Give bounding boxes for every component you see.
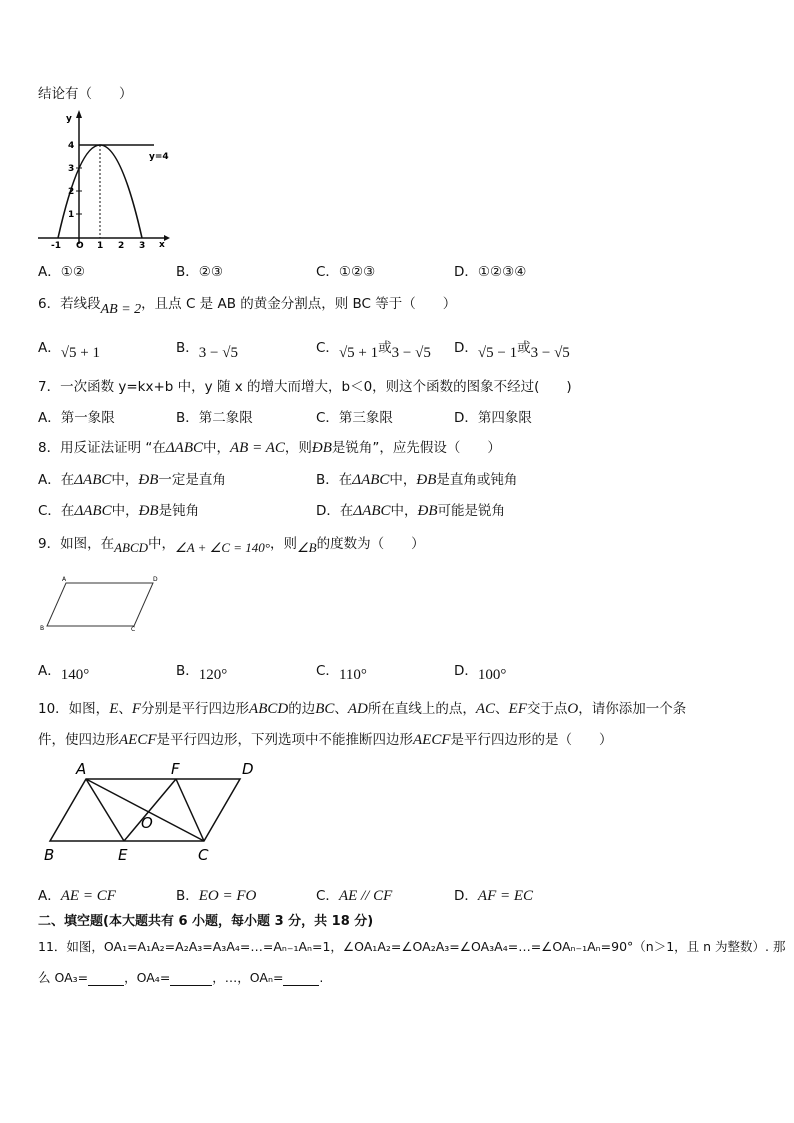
- q10-l1-4: 分别是平行四边形: [141, 701, 250, 717]
- q10-l1-o: O: [567, 701, 579, 717]
- q5-option-d: D．①②③④: [454, 264, 527, 280]
- q8-d-1: D．在: [316, 503, 354, 519]
- q10-l1-ac: AC: [475, 701, 496, 717]
- q8-math-angle-b: ÐB: [311, 440, 332, 456]
- q8-c-4: ÐB: [138, 503, 159, 519]
- y-axis-label: y: [66, 114, 72, 124]
- q8-b-5: 是直角或钝角: [436, 472, 518, 488]
- q8-d-3: 中，: [390, 503, 418, 519]
- parallelogram-abcd: [47, 583, 153, 626]
- q10-l1-6: 的边: [288, 701, 316, 717]
- q8-d-5: 可能是锐角: [437, 503, 506, 519]
- vertex-a-label: A: [62, 576, 67, 583]
- q10-l1-f: F: [131, 701, 142, 717]
- point-e-label: E: [118, 846, 128, 864]
- q10-option-b-letter: B．: [176, 888, 199, 904]
- q10-l1-12: 、: [495, 701, 509, 717]
- q10-l1-e: E: [109, 701, 119, 717]
- q8-math-abc: ΔABC: [165, 440, 204, 456]
- q6-option-b: [176, 336, 238, 361]
- vertex-c-label: C: [198, 846, 209, 864]
- q6-stem: [38, 292, 457, 317]
- q8-b-1: B．在: [316, 472, 353, 488]
- q11-stem-line2: [38, 968, 323, 986]
- x-axis-label: x: [159, 240, 165, 248]
- q10-option-c-math: AE // CF: [338, 888, 393, 904]
- q8-a-5: 一定是直角: [158, 472, 226, 488]
- q9-option-d: [454, 659, 507, 683]
- origin-label: O: [76, 241, 84, 248]
- q8-a-3: 中，: [111, 472, 139, 488]
- q11-text-oan: ，…，OAₙ=: [212, 970, 284, 985]
- vertex-b-label: B: [40, 625, 45, 632]
- q8-b-3: 中，: [389, 472, 417, 488]
- q6-option-c-math: √5 + 1: [338, 345, 379, 361]
- vertex-d-label: D: [153, 576, 158, 583]
- q6-option-a: [38, 336, 100, 361]
- q8-a-4: ÐB: [138, 472, 159, 488]
- q9-text-b: 中，: [148, 536, 176, 552]
- q8-option-d: [316, 499, 505, 520]
- q9-option-c: [316, 659, 367, 683]
- q9-text-d: 的度数为（ ）: [316, 536, 425, 552]
- q10-option-b-math: EO = FO: [198, 888, 257, 904]
- y-tick-label-4: 4: [68, 141, 75, 151]
- q10-l2-aecf: AECF: [119, 732, 157, 748]
- q6-option-c-or: 或: [378, 340, 392, 356]
- q10-parallelogram-figure: [38, 757, 268, 867]
- q6-option-c-math2: 3 − √5: [391, 345, 431, 361]
- q10-option-a: [38, 884, 116, 905]
- x-axis-arrow: [164, 235, 170, 241]
- q10-l2-0: 件，使四边形: [38, 732, 119, 748]
- q9-option-d-value: 100°: [477, 667, 507, 683]
- segment-fc: [176, 779, 204, 841]
- q10-option-a-letter: A．: [38, 888, 61, 904]
- q6-option-c-letter: C．: [316, 340, 339, 356]
- q7-option-c: C．第三象限: [316, 410, 393, 426]
- q6-text-a: 6．若线段: [38, 296, 101, 312]
- q10-l2-4: 是平行四边形的是（ ）: [450, 732, 613, 748]
- q9-math-abcd: ABCD: [114, 540, 149, 555]
- q11-text-period: .: [319, 970, 324, 985]
- q10-l1-2: 、: [118, 701, 132, 717]
- vertex-d-label: D: [242, 760, 254, 778]
- x-tick-label-3: 3: [139, 241, 146, 248]
- q10-option-d: [454, 884, 533, 905]
- q9-text-c: ，则: [269, 536, 297, 552]
- x-tick-label-neg1: -1: [51, 241, 61, 248]
- q8-b-2: ΔABC: [352, 472, 390, 488]
- q8-c-1: C．在: [38, 503, 75, 519]
- q8-c-3: 中，: [111, 503, 139, 519]
- q10-option-c-letter: C．: [316, 888, 339, 904]
- q6-option-a-letter: A．: [38, 340, 61, 356]
- q10-stem-line2: [38, 728, 613, 749]
- x-tick-label-2: 2: [118, 241, 125, 248]
- q7-option-a: A．第一象限: [38, 410, 115, 426]
- q8-c-2: ΔABC: [74, 503, 112, 519]
- y-axis-arrow: [76, 110, 82, 118]
- section-heading: 二、填空题(本大题共有 6 小题，每小题 3 分，共 18 分): [38, 914, 374, 929]
- q9-option-c-value: 110°: [338, 667, 367, 683]
- q11-text-oa4: ，OA₄=: [124, 970, 171, 985]
- q8-stem: [38, 436, 501, 457]
- q5-option-b: B．②③: [176, 264, 223, 280]
- y-tick-label-3: 3: [68, 164, 75, 174]
- q10-stem-line1: [38, 697, 686, 718]
- q8-math-ab-ac: AB = AC: [230, 440, 285, 456]
- x-tick-label-1: 1: [97, 241, 104, 248]
- q9-math-angle-b: ∠B: [296, 540, 317, 555]
- q6-option-d-math: √5 − 1: [477, 345, 518, 361]
- q10-l2-2: 是平行四边形，下列选项中不能推断四边形: [156, 732, 413, 748]
- q5-option-a: A．①②: [38, 264, 85, 280]
- q5-option-c: C．①②③: [316, 264, 376, 280]
- q6-option-d-math2: 3 − √5: [530, 345, 570, 361]
- q8-option-a: [38, 468, 226, 489]
- q9-text-a: 9．如图，在: [38, 536, 115, 552]
- q10-l1-ef: EF: [508, 701, 527, 717]
- q11-blank-oa4[interactable]: [170, 971, 212, 986]
- q8-b-4: ÐB: [416, 472, 437, 488]
- vertex-b-label: B: [44, 846, 55, 864]
- q8-text-c: ，则: [284, 440, 312, 456]
- q8-text-a: 8．用反证法证明 “在: [38, 440, 166, 456]
- q9-option-b: [176, 659, 228, 683]
- q6-option-d-or: 或: [517, 340, 531, 356]
- line-label: y=4: [149, 152, 169, 162]
- q10-l1-bc: BC: [315, 701, 335, 717]
- q6-option-c: [316, 336, 431, 361]
- q10-option-c: [316, 884, 392, 905]
- q9-option-b-letter: B．: [176, 663, 199, 679]
- q5-parabola-graph: [36, 110, 170, 248]
- q8-text-d: 是锐角”，应先假设（ ）: [331, 440, 501, 456]
- q8-text-b: 中，: [203, 440, 231, 456]
- q11-stem-line1: 11．如图，OA₁=A₁A₂=A₂A₃=A₃A₄=…=Aₙ₋₁Aₙ=1，∠OA₁A₂=∠OA₂A₃=∠OA₃A₄=…=∠OAₙ₋₁Aₙ=90°（n＞1，且 n 为整数）. 那: [38, 939, 786, 954]
- y-tick-label-1: 1: [68, 210, 75, 220]
- q10-l1-10: 所在直线上的点，: [367, 701, 476, 717]
- q10-option-d-math: AF = EC: [477, 888, 534, 904]
- q9-option-c-letter: C．: [316, 663, 339, 679]
- q6-option-a-math: √5 + 1: [60, 345, 100, 361]
- q9-option-a-value: 140°: [60, 667, 90, 683]
- vertex-f-label: F: [171, 760, 180, 778]
- q8-option-b: [316, 468, 517, 489]
- q7-stem: 7．一次函数 y=kx+b 中，y 随 x 的增大而增大，b＜0，则这个函数的图象不经过( ): [38, 379, 572, 395]
- q10-l1-16: ，请你添加一个条: [578, 701, 687, 717]
- q11-text-oa3: 么 OA₃=: [38, 970, 89, 985]
- q10-l1-8: 、: [334, 701, 348, 717]
- y-tick-label-2: 2: [68, 187, 75, 197]
- q10-l2-aecf2: AECF: [413, 732, 451, 748]
- point-o-label: O: [141, 814, 153, 832]
- q8-d-2: ΔABC: [353, 503, 391, 519]
- q7-option-d: D．第四象限: [454, 410, 532, 426]
- q10-l1-ad: AD: [347, 701, 368, 717]
- q8-option-c: [38, 499, 199, 520]
- q10-option-d-letter: D．: [454, 888, 478, 904]
- q6-option-d: [454, 336, 570, 361]
- q6-math-ab: AB = 2: [100, 302, 142, 317]
- q6-text-b: ，且点 C 是 AB 的黄金分割点，则 BC 等于（ ）: [141, 296, 457, 312]
- q10-l1-0: 10．如图，: [38, 701, 110, 717]
- q10-option-a-math: AE = CF: [60, 888, 116, 904]
- q10-option-b: [176, 884, 256, 905]
- q7-option-b: B．第二象限: [176, 410, 253, 426]
- q8-c-5: 是钝角: [158, 503, 200, 519]
- q9-option-a: [38, 659, 90, 683]
- q9-option-a-letter: A．: [38, 663, 61, 679]
- q9-option-d-letter: D．: [454, 663, 478, 679]
- q9-parallelogram-figure: [38, 574, 164, 632]
- q6-option-d-letter: D．: [454, 340, 478, 356]
- vertex-a-label: A: [76, 760, 87, 778]
- q11-blank-oan[interactable]: [283, 971, 319, 986]
- q6-option-b-letter: B．: [176, 340, 199, 356]
- q11-blank-oa3[interactable]: [88, 971, 124, 986]
- vertex-c-label: C: [131, 626, 136, 632]
- q9-math-angles: ∠A + ∠C = 140°: [175, 540, 270, 555]
- q10-l1-abcd: ABCD: [249, 701, 289, 717]
- q5-lead: 结论有（ ）: [38, 86, 133, 102]
- q10-l1-14: 交于点: [526, 701, 568, 717]
- q8-d-4: ÐB: [417, 503, 438, 519]
- q9-option-b-value: 120°: [198, 667, 228, 683]
- q8-a-1: A．在: [38, 472, 75, 488]
- q6-option-b-math: 3 − √5: [198, 345, 238, 361]
- q9-stem: [38, 532, 425, 555]
- q8-a-2: ΔABC: [74, 472, 112, 488]
